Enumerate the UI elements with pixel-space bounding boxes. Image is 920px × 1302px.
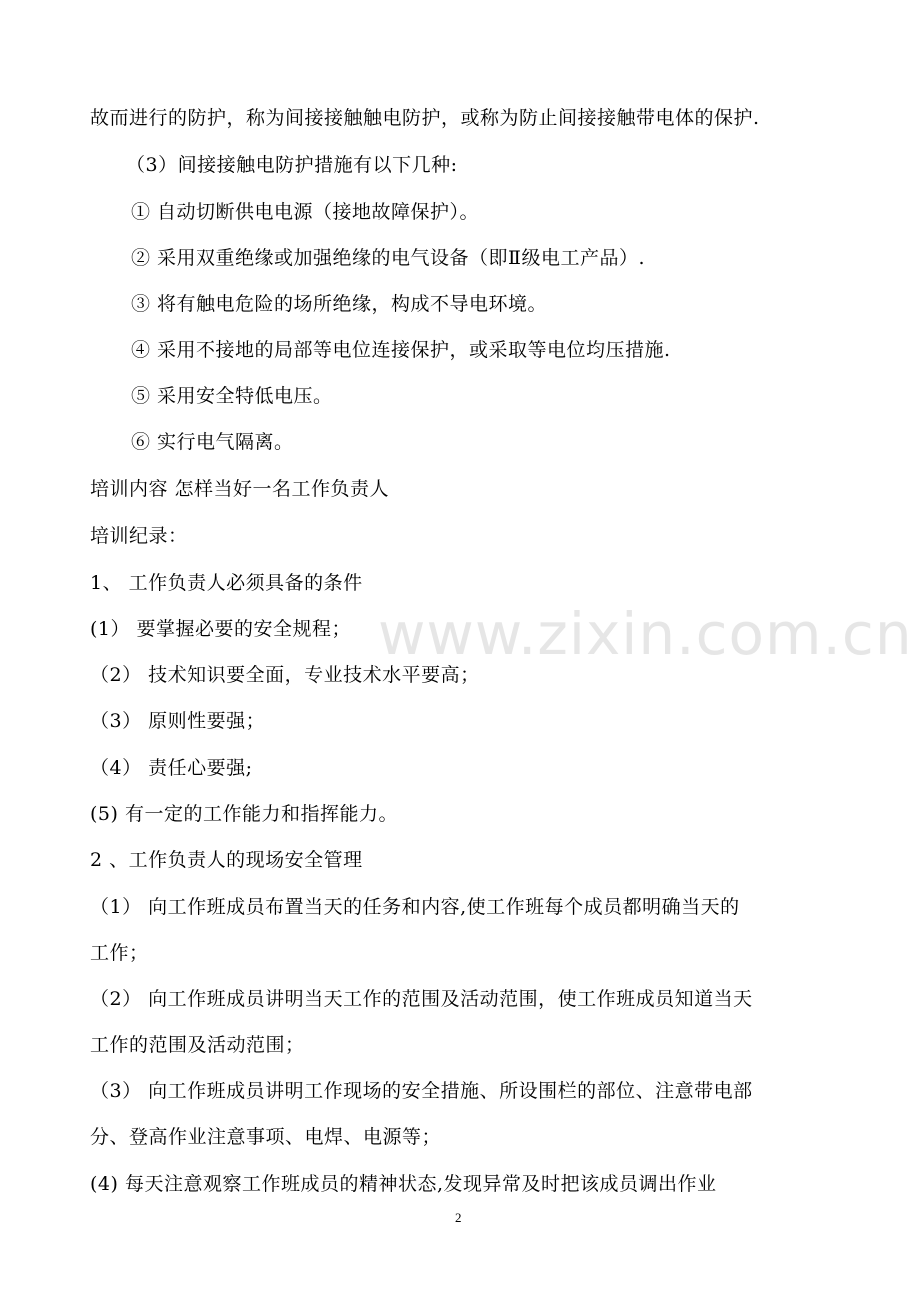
para-3-line-1: （3） 向工作班成员讲明工作现场的安全措施、所设围栏的部位、注意带电部 bbox=[90, 1080, 753, 1102]
para-1-line-1: （1） 向工作班成员布置当天的任务和内容,使工作班每个成员都明确当天的 bbox=[90, 896, 740, 918]
record-label: 培训纪录： bbox=[90, 525, 188, 547]
body-line-4: ② 采用双重绝缘或加强绝缘的电气设备（即Ⅱ级电工产品）. bbox=[131, 247, 645, 269]
list-item-4: （4） 责任心要强; bbox=[90, 757, 253, 779]
page-number: 2 bbox=[455, 1210, 462, 1225]
body-line-1: 故而进行的防护，称为间接接触触电防护，或称为防止间接接触带电体的保护. bbox=[90, 107, 760, 129]
para-2-line-1: （2） 向工作班成员讲明当天工作的范围及活动范围，使工作班成员知道当天 bbox=[90, 988, 753, 1010]
heading-1: 1、 工作负责人必须具备的条件 bbox=[90, 572, 363, 594]
list-item-3: （3） 原则性要强； bbox=[90, 710, 266, 732]
para-3-line-2: 分、登高作业注意事项、电焊、电源等； bbox=[90, 1126, 442, 1148]
watermark: www.zixin.com.cn bbox=[378, 600, 913, 668]
section-title: 培训内容 怎样当好一名工作负责人 bbox=[90, 478, 390, 500]
body-line-5: ③ 将有触电危险的场所绝缘，构成不导电环境。 bbox=[131, 293, 548, 315]
heading-2: 2 、工作负责人的现场安全管理 bbox=[90, 849, 363, 871]
list-item-2: （2） 技术知识要全面，专业技术水平要高； bbox=[90, 664, 480, 686]
body-line-6: ④ 采用不接地的局部等电位连接保护，或采取等电位均压措施. bbox=[131, 339, 671, 361]
list-item-1: (1） 要掌握必要的安全规程； bbox=[90, 618, 352, 640]
body-line-8: ⑥ 实行电气隔离。 bbox=[131, 431, 294, 453]
para-2-line-2: 工作的范围及活动范围； bbox=[90, 1034, 305, 1056]
para-4-line-1: (4) 每天注意观察工作班成员的精神状态,发现异常及时把该成员调出作业 bbox=[90, 1173, 717, 1195]
list-item-5: (5) 有一定的工作能力和指挥能力。 bbox=[90, 803, 398, 825]
body-line-2: （3）间接接触电防护措施有以下几种: bbox=[126, 154, 458, 176]
para-1-line-2: 工作； bbox=[90, 942, 149, 964]
body-line-7: ⑤ 采用安全特低电压。 bbox=[131, 385, 333, 407]
body-line-3: ① 自动切断供电电源（接地故障保护）。 bbox=[131, 201, 480, 223]
